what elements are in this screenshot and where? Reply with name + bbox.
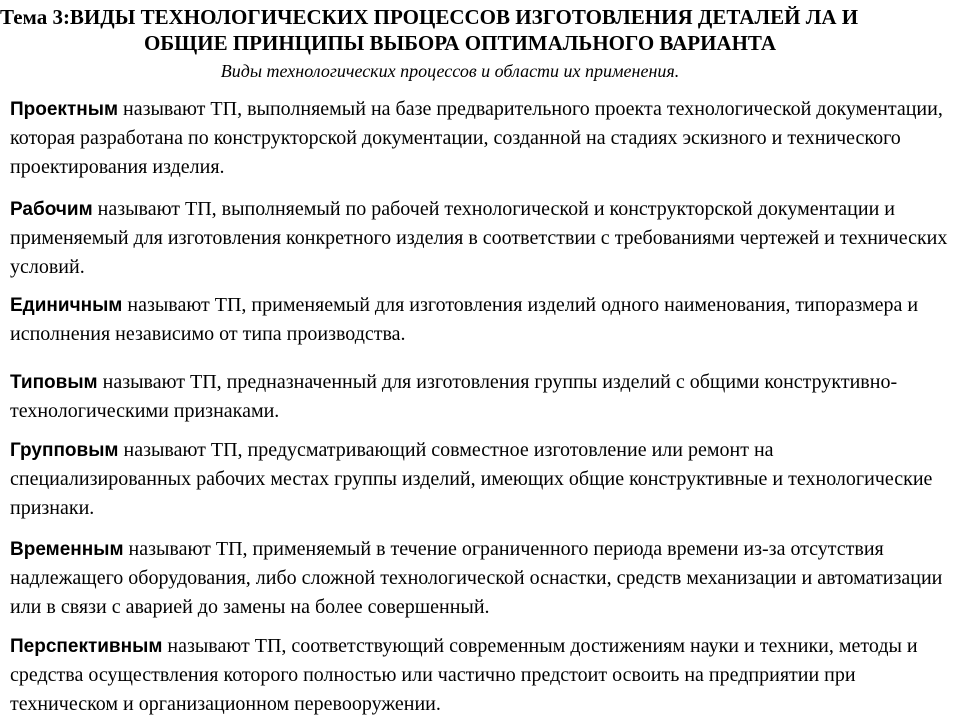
definition-term: Рабочим <box>10 199 93 220</box>
definition-paragraph-temporary <box>10 535 952 622</box>
definition-text: называют ТП, выполняемый на базе предварительного проекта технологической документации, которая разработана по конструкторской документации, созданной на стадиях эскизного и технического проектирования изделия. <box>10 98 943 178</box>
page-subtitle: Виды технологических процессов и области их применения. <box>220 61 680 81</box>
definition-text: называют ТП, предусматривающий совместное изготовление или ремонт на специализированных рабочих местах группы изделий, имеющих общие конструктивные и технологические признаки. <box>10 439 933 519</box>
page-title-line-2: ОБЩИЕ ПРИНЦИПЫ ВЫБОРА ОПТИМАЛЬНОГО ВАРИАНТА <box>143 31 777 55</box>
definition-paragraph-single <box>10 291 952 349</box>
definition-text: называют ТП, соответствующий современным достижениям науки и техники, методы и средства осуществления которого полностью или частично предстоит освоить на предприятии при техническом и организационном перевооружении. <box>10 635 918 715</box>
definition-term: Проектным <box>10 99 119 120</box>
definition-term: Типовым <box>10 372 98 393</box>
definition-term: Единичным <box>10 295 123 316</box>
definition-text: называют ТП, предназначенный для изготовления группы изделий с общими конструктивно-технологическими признаками. <box>10 371 898 422</box>
definition-paragraph-working <box>10 195 952 282</box>
definition-paragraph-design <box>10 95 952 182</box>
definition-term: Групповым <box>10 440 119 461</box>
definition-text: называют ТП, применяемый в течение ограниченного периода времени из-за отсутствия надлежащего оборудования, либо сложной технологической оснастки, средств механизации и автоматизации или в связи с аварией до замены на более совершенный. <box>10 538 943 618</box>
definition-text: называют ТП, выполняемый по рабочей технологической и конструкторской документации и применяемый для изготовления конкретного изделия в соответствии с требованиями чертежей и технических условий. <box>10 198 948 278</box>
definition-paragraph-typical <box>10 368 952 426</box>
definition-paragraph-prospective <box>10 632 952 719</box>
page-title <box>0 4 960 56</box>
definition-term: Перспективным <box>10 636 163 657</box>
definition-paragraph-group <box>10 436 952 523</box>
definition-text: называют ТП, применяемый для изготовления изделий одного наименования, типоразмера и исполнения независимо от типа производства. <box>10 294 919 345</box>
definition-term: Временным <box>10 539 124 560</box>
page-title-line-1: Тема 3:ВИДЫ ТЕХНОЛОГИЧЕСКИХ ПРОЦЕССОВ ИЗГОТОВЛЕНИЯ ДЕТАЛЕЙ ЛА И <box>0 5 859 29</box>
